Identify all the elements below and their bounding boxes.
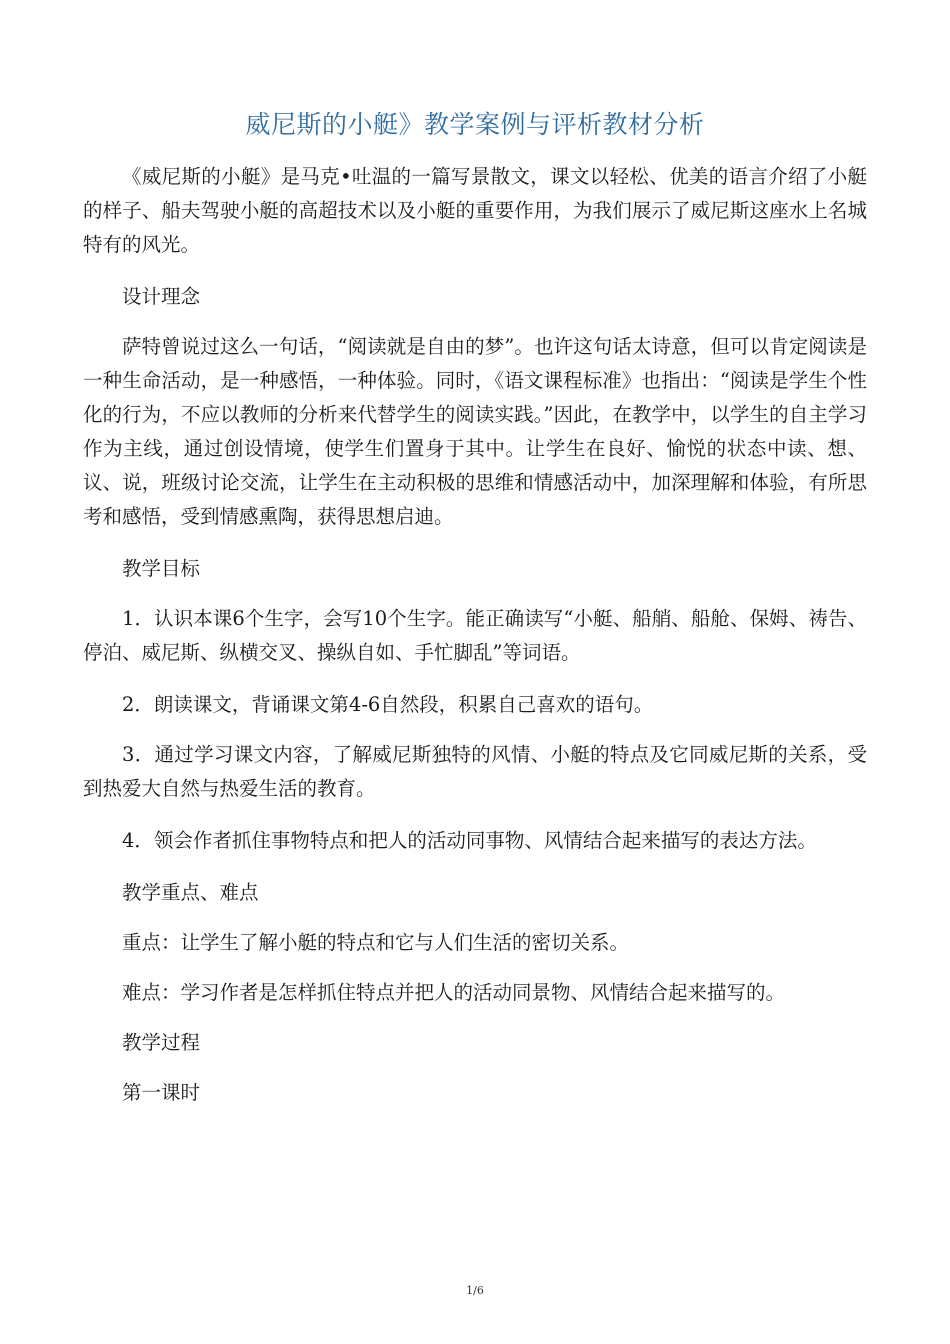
page-number: 1/6: [466, 1284, 484, 1297]
paragraph-design-concept: 萨特曾说过这么一句话，“阅读就是自由的梦”。也许这句话太诗意，但可以肯定阅读是一种生命活动，是一种感悟，一种体验。同时，《语文课程标准》也指出：“阅读是学生个性化的行为，不应以教师的分析来代替学生的阅读实践。”因此，在教学中，以学生的自主学习作为主线，通过创设情境，使学生们置身于其中。让学生在良好、愉悦的状态中读、想、议、说，班级讨论交流，让学生在主动积极的思维和情感活动中，加深理解和体验，有所思考和感悟，受到情感熏陶，获得思想启迪。: [83, 335, 867, 528]
paragraph-intro: 《威尼斯的小艇》是马克•吐温的一篇写景散文，课文以轻松、优美的语言介绍了小艇的样子、船夫驾驶小艇的高超技术以及小艇的重要作用，为我们展示了威尼斯这座水上名城特有的风光。: [83, 165, 867, 256]
heading-teaching-process: 教学过程: [122, 1031, 201, 1054]
paragraph-goal-3: 3．通过学习课文内容，了解威尼斯独特的风情、小艇的特点及它同威尼斯的关系，受到热爱大自然与热爱生活的教育。: [83, 743, 867, 800]
heading-teaching-goals: 教学目标: [122, 557, 201, 580]
paragraph-goal-1: 1．认识本课6个生字，会写10个生字。能正确读写“小艇、船艄、船舱、保姆、祷告、停泊、威尼斯、纵横交叉、操纵自如、手忙脚乱”等词语。: [83, 607, 867, 664]
heading-design-concept: 设计理念: [122, 285, 201, 308]
heading-key-difficult-points: 教学重点、难点: [122, 881, 259, 904]
document-title: 威尼斯的小艇》教学案例与评析教材分析: [245, 110, 705, 139]
paragraph-key-point: 重点：让学生了解小艇的特点和它与人们生活的密切关系。: [122, 931, 630, 954]
heading-first-lesson: 第一课时: [122, 1081, 201, 1104]
document-body: [83, 160, 867, 1126]
paragraph-difficult-point: 难点：学习作者是怎样抓住特点并把人的活动同景物、风情结合起来描写的。: [122, 981, 786, 1004]
paragraph-goal-4: 4．领会作者抓住事物特点和把人的活动同事物、风情结合起来描写的表达方法。: [122, 829, 817, 852]
paragraph-goal-2: 2．朗读课文，背诵课文第4-6自然段，积累自己喜欢的语句。: [122, 693, 654, 716]
